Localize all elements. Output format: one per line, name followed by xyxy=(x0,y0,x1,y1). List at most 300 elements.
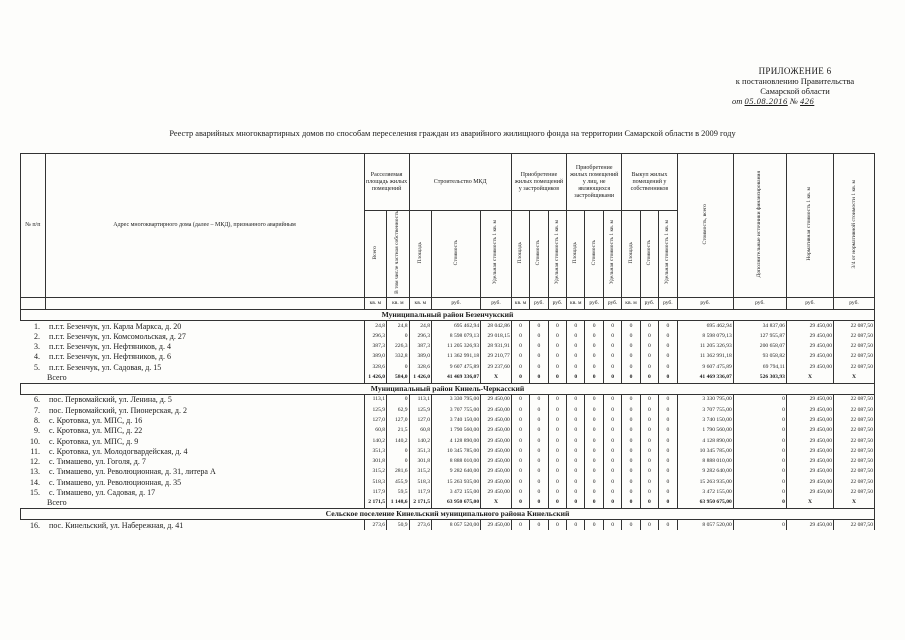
row-value: 11 362 991,18 xyxy=(677,352,733,362)
row-value: 10 345 785,00 xyxy=(677,446,733,456)
total-value: 0 xyxy=(511,498,529,509)
row-value: 29 450,00 xyxy=(481,487,512,497)
table-row xyxy=(21,519,875,530)
units-row xyxy=(21,297,875,309)
row-value: 0 xyxy=(530,405,548,415)
row-value: 0 xyxy=(659,352,677,362)
row-value: 22 087,50 xyxy=(834,477,875,487)
total-label: Всего xyxy=(47,498,67,508)
col-area-total: Всего xyxy=(364,211,386,298)
appendix-block xyxy=(700,66,890,106)
total-value: 0 xyxy=(659,498,677,509)
col-build-unit: Удельная стоимость 1 кв. м xyxy=(481,211,512,298)
row-number: 5. xyxy=(34,362,41,372)
row-value: 22 087,50 xyxy=(834,405,875,415)
row-address: п.г.т. Безенчук, ул. Нефтяников, д. 6 xyxy=(49,352,171,362)
row-value: 29 450,00 xyxy=(786,352,833,362)
unit-cell: руб. xyxy=(548,297,566,309)
row-number: 6. xyxy=(34,395,41,405)
group-developers-header: Приобретение жилых помещений у застройщиков xyxy=(511,154,566,211)
row-address: с. Кротовка, ул. МПС, д. 16 xyxy=(49,415,143,425)
row-value: 0 xyxy=(567,415,585,425)
row-number: 15. xyxy=(30,488,41,497)
row-value: 0 xyxy=(530,487,548,497)
total-value: X xyxy=(481,372,512,383)
row-value: 22 087,50 xyxy=(834,467,875,477)
row-value: 0 xyxy=(622,487,640,497)
row-value: 0 xyxy=(585,362,603,372)
table-row xyxy=(21,436,875,446)
row-value: 0 xyxy=(585,342,603,352)
row-value: 4 128 890,00 xyxy=(432,436,481,446)
row-value: 0 xyxy=(530,352,548,362)
row-value: 29 450,00 xyxy=(481,519,512,530)
row-value: 0 xyxy=(603,331,621,341)
total-value: 0 xyxy=(567,372,585,383)
row-value: 332,8 xyxy=(387,352,410,362)
row-value: 0 xyxy=(511,467,529,477)
row-value: 0 xyxy=(659,467,677,477)
row-value: 0 xyxy=(659,446,677,456)
row-value: 0 xyxy=(733,405,786,415)
unit-cell: руб. xyxy=(733,297,786,309)
row-value: 0 xyxy=(585,405,603,415)
row-value: 0 xyxy=(659,331,677,341)
row-value: 0 xyxy=(585,394,603,405)
section-title: Сельское поселение Кинельский муниципального района Кинельский xyxy=(21,508,875,519)
row-value: 4 128 890,00 xyxy=(677,436,733,446)
row-value: 0 xyxy=(567,436,585,446)
col-buyout-cost: Стоимость xyxy=(640,211,658,298)
row-value: 0 xyxy=(511,352,529,362)
row-value: 0 xyxy=(548,436,566,446)
row-value: 296,3 xyxy=(364,331,386,341)
appendix-line-2: Самарской области xyxy=(760,86,830,96)
row-value: 0 xyxy=(585,331,603,341)
total-value: 1 148,6 xyxy=(387,498,410,509)
row-number: 8. xyxy=(34,415,41,425)
row-value: 0 xyxy=(733,426,786,436)
row-value: 22 087,50 xyxy=(834,446,875,456)
appendix-date-line xyxy=(700,96,890,106)
row-value: 0 xyxy=(659,394,677,405)
handwritten-number: 426 xyxy=(800,96,815,106)
row-value: 8 057 520,00 xyxy=(677,519,733,530)
unit-cell: руб. xyxy=(659,297,677,309)
row-value: 0 xyxy=(640,342,658,352)
row-value: 0 xyxy=(640,487,658,497)
row-value: 22 087,50 xyxy=(834,519,875,530)
row-value: 29 237,60 xyxy=(481,362,512,372)
total-value: 0 xyxy=(622,498,640,509)
row-address: п.г.т. Безенчук, ул. Садовая, д. 15 xyxy=(49,362,162,372)
row-value: 3 707 755,00 xyxy=(432,405,481,415)
row-value: 140,2 xyxy=(364,436,386,446)
row-value: 22 087,50 xyxy=(834,487,875,497)
row-value: 0 xyxy=(548,331,566,341)
row-value: 62,9 xyxy=(387,405,410,415)
row-value: 125,9 xyxy=(364,405,386,415)
row-value: 0 xyxy=(530,331,548,341)
row-number: 4. xyxy=(34,352,41,362)
col-buyout-unit: Удельная стоимость 1 кв. м xyxy=(659,211,677,298)
row-value: 273,6 xyxy=(409,519,431,530)
unit-cell: руб. xyxy=(603,297,621,309)
row-value: 0 xyxy=(622,352,640,362)
row-value: 0 xyxy=(622,320,640,331)
row-value: 0 xyxy=(659,436,677,446)
row-value: 29 450,00 xyxy=(481,456,512,466)
row-value: 0 xyxy=(567,456,585,466)
row-value: 328,6 xyxy=(364,362,386,372)
unit-cell: руб. xyxy=(786,297,833,309)
row-value: 113,1 xyxy=(409,394,431,405)
table-row xyxy=(21,477,875,487)
row-value: 0 xyxy=(640,477,658,487)
col-address-header: Адрес многоквартирного дома (далее – МКД), признанного аварийным xyxy=(45,154,364,298)
row-value: 518,3 xyxy=(364,477,386,487)
row-value: 125,9 xyxy=(409,405,431,415)
row-value: 29 450,00 xyxy=(786,362,833,372)
row-address: с. Тимашево, ул. Революционная, д. 35 xyxy=(49,477,182,487)
row-value: 0 xyxy=(603,394,621,405)
row-value: 0 xyxy=(659,519,677,530)
row-value: 0 xyxy=(640,394,658,405)
table-row xyxy=(21,331,875,341)
row-value: 0 xyxy=(733,436,786,446)
date-prefix: от xyxy=(732,96,743,106)
row-value: 389,0 xyxy=(364,352,386,362)
row-value: 0 xyxy=(659,320,677,331)
row-value: 0 xyxy=(640,331,658,341)
total-value: 0 xyxy=(511,372,529,383)
row-value: 0 xyxy=(548,405,566,415)
total-value: 0 xyxy=(530,498,548,509)
row-value: 3 330 795,00 xyxy=(432,394,481,405)
row-value: 0 xyxy=(530,426,548,436)
row-value: 60,8 xyxy=(364,426,386,436)
section-title: Муниципальный район Безенчукский xyxy=(21,309,875,320)
row-address: с. Тимашево, ул. Гоголя, д. 7 xyxy=(49,457,146,467)
row-value: 8 057 520,00 xyxy=(432,519,481,530)
row-value: 127,0 xyxy=(409,415,431,425)
total-value: 41 469 336,07 xyxy=(677,372,733,383)
row-number: 7. xyxy=(34,405,41,415)
row-value: 140,2 xyxy=(387,436,410,446)
registry-body xyxy=(21,309,875,530)
row-value: 29 450,00 xyxy=(481,394,512,405)
row-value: 0 xyxy=(511,362,529,372)
row-value: 0 xyxy=(530,415,548,425)
row-value: 0 xyxy=(640,352,658,362)
row-value: 0 xyxy=(585,415,603,425)
row-value: 29 450,00 xyxy=(786,405,833,415)
total-row xyxy=(21,372,875,383)
row-value: 0 xyxy=(548,477,566,487)
section-row xyxy=(21,309,875,320)
row-value: 29 450,00 xyxy=(786,394,833,405)
col-area-private: В том числе частная собственность xyxy=(387,211,410,298)
row-value: 0 xyxy=(603,342,621,352)
unit-cell: кв. м xyxy=(387,297,410,309)
row-value: 3 740 150,00 xyxy=(432,415,481,425)
total-value: 2 171,5 xyxy=(364,498,386,509)
row-value: 0 xyxy=(548,415,566,425)
row-value: 0 xyxy=(640,467,658,477)
row-value: 22 087,50 xyxy=(834,331,875,341)
total-value: 63 950 675,00 xyxy=(677,498,733,509)
row-value: 0 xyxy=(622,405,640,415)
row-value: 29 450,00 xyxy=(481,415,512,425)
row-value: 29 450,00 xyxy=(786,456,833,466)
total-value: 41 469 336,07 xyxy=(432,372,481,383)
row-value: 60,8 xyxy=(409,426,431,436)
total-value: 0 xyxy=(585,372,603,383)
col-total-cost-header: Стоимость, всего xyxy=(677,154,733,298)
row-value: 0 xyxy=(640,436,658,446)
row-value: 117,9 xyxy=(409,487,431,497)
row-value: 0 xyxy=(567,352,585,362)
total-value: X xyxy=(786,498,833,509)
row-number: 16. xyxy=(30,520,41,530)
row-value: 29 450,00 xyxy=(481,426,512,436)
row-value: 0 xyxy=(585,320,603,331)
row-value: 29 450,00 xyxy=(481,405,512,415)
row-value: 22 087,50 xyxy=(834,456,875,466)
row-value: 389,0 xyxy=(409,352,431,362)
row-value: 0 xyxy=(603,436,621,446)
row-value: 8 598 079,13 xyxy=(432,331,481,341)
row-address: пос. Первомайский, ул. Ленина, д. 5 xyxy=(49,395,172,405)
col-dev-unit: Удельная стоимость 1 кв. м xyxy=(548,211,566,298)
section-row xyxy=(21,508,875,519)
row-value: 0 xyxy=(530,467,548,477)
row-value: 0 xyxy=(622,446,640,456)
section-title: Муниципальный район Кинель-Черкасский xyxy=(21,383,875,394)
row-value: 0 xyxy=(733,415,786,425)
row-value: 22 087,50 xyxy=(834,342,875,352)
table-row xyxy=(21,456,875,466)
number-prefix: № xyxy=(789,96,798,106)
col-number-header: № п/п xyxy=(21,154,46,298)
group-persons-header: Приобретение жилых помещений у лиц, не являющихся застройщиками xyxy=(567,154,622,211)
row-value: 3 472 155,00 xyxy=(677,487,733,497)
row-value: 0 xyxy=(567,487,585,497)
row-value: 0 xyxy=(511,405,529,415)
col-build-cost: Стоимость xyxy=(432,211,481,298)
row-value: 0 xyxy=(640,456,658,466)
row-value: 0 xyxy=(622,394,640,405)
row-value: 0 xyxy=(622,456,640,466)
row-value: 127,0 xyxy=(364,415,386,425)
row-value: 59,5 xyxy=(387,487,410,497)
row-value: 0 xyxy=(548,394,566,405)
row-value: 22 087,50 xyxy=(834,436,875,446)
row-value: 0 xyxy=(530,362,548,372)
row-value: 0 xyxy=(603,415,621,425)
row-value: 0 xyxy=(603,477,621,487)
row-value: 0 xyxy=(640,362,658,372)
row-value: 328,6 xyxy=(409,362,431,372)
row-value: 10 345 785,00 xyxy=(432,446,481,456)
row-value: 34 837,06 xyxy=(733,320,786,331)
row-value: 0 xyxy=(640,415,658,425)
row-value: 9 282 640,00 xyxy=(677,467,733,477)
row-value: 0 xyxy=(659,426,677,436)
row-value: 29 450,00 xyxy=(786,436,833,446)
row-value: 29 450,00 xyxy=(481,446,512,456)
col-persons-area: Площадь xyxy=(567,211,585,298)
row-value: 9 282 640,00 xyxy=(432,467,481,477)
row-value: 0 xyxy=(567,426,585,436)
row-value: 0 xyxy=(548,519,566,530)
row-value: 0 xyxy=(659,487,677,497)
row-value: 113,1 xyxy=(364,394,386,405)
row-value: 22 087,50 xyxy=(834,320,875,331)
row-value: 0 xyxy=(585,436,603,446)
row-value: 0 xyxy=(622,426,640,436)
row-value: 8 888 010,00 xyxy=(432,456,481,466)
row-value: 0 xyxy=(511,342,529,352)
unit-cell: кв. м xyxy=(567,297,585,309)
col-buyout-area: Площадь xyxy=(622,211,640,298)
row-value: 29 450,00 xyxy=(786,477,833,487)
total-value: 1 426,0 xyxy=(409,372,431,383)
table-row xyxy=(21,320,875,331)
row-value: 0 xyxy=(640,446,658,456)
row-value: 0 xyxy=(567,362,585,372)
row-value: 0 xyxy=(733,487,786,497)
unit-cell: кв. м xyxy=(622,297,640,309)
row-value: 518,3 xyxy=(409,477,431,487)
row-value: 127 955,87 xyxy=(733,331,786,341)
row-value: 226,3 xyxy=(387,342,410,352)
col-extra-funding-header: Дополнительные источники финансирования xyxy=(733,154,786,298)
row-value: 0 xyxy=(387,446,410,456)
total-value: 0 xyxy=(733,498,786,509)
row-value: 1 790 560,00 xyxy=(432,426,481,436)
row-value: 0 xyxy=(387,331,410,341)
row-number: 13. xyxy=(30,467,41,477)
table-row xyxy=(21,487,875,497)
row-value: 0 xyxy=(622,415,640,425)
row-value: 0 xyxy=(548,487,566,497)
row-value: 29 018,15 xyxy=(481,331,512,341)
row-value: 117,9 xyxy=(364,487,386,497)
row-value: 0 xyxy=(659,477,677,487)
row-value: 0 xyxy=(530,477,548,487)
row-value: 0 xyxy=(511,331,529,341)
row-value: 29 450,00 xyxy=(786,426,833,436)
table-row xyxy=(21,342,875,352)
row-value: 0 xyxy=(622,436,640,446)
total-value: 0 xyxy=(585,498,603,509)
row-value: 0 xyxy=(548,342,566,352)
unit-cell: руб. xyxy=(640,297,658,309)
row-value: 11 362 991,18 xyxy=(432,352,481,362)
group-build-header: Строительство МКД xyxy=(409,154,511,211)
row-address: с. Тимашево, ул. Садовая, д. 17 xyxy=(49,488,156,497)
row-value: 0 xyxy=(603,456,621,466)
col-norm-34-header: 3/4 от нормативной стоимости 1 кв. м xyxy=(834,154,875,298)
row-value: 387,3 xyxy=(409,342,431,352)
row-value: 22 087,50 xyxy=(834,394,875,405)
row-value: 29 450,00 xyxy=(786,342,833,352)
col-persons-unit: Удельная стоимость 1 кв. м xyxy=(603,211,621,298)
unit-cell: руб. xyxy=(432,297,481,309)
group-area-header: Расселяемая площадь жилых помещений xyxy=(364,154,409,211)
row-value: 93 058,82 xyxy=(733,352,786,362)
row-value: 273,6 xyxy=(364,519,386,530)
table-row xyxy=(21,405,875,415)
row-value: 695 462,94 xyxy=(677,320,733,331)
row-value: 69 794,11 xyxy=(733,362,786,372)
row-value: 0 xyxy=(548,320,566,331)
row-value: 0 xyxy=(585,477,603,487)
row-number: 10. xyxy=(30,436,41,446)
row-value: 0 xyxy=(659,456,677,466)
total-value: X xyxy=(834,372,875,383)
total-value: 0 xyxy=(548,498,566,509)
row-value: 315,2 xyxy=(409,467,431,477)
row-value: 8 888 010,00 xyxy=(677,456,733,466)
row-value: 0 xyxy=(567,320,585,331)
total-value: 0 xyxy=(622,372,640,383)
total-value: 584,0 xyxy=(387,372,410,383)
row-value: 22 087,50 xyxy=(834,352,875,362)
row-value: 0 xyxy=(511,415,529,425)
row-value: 3 472 155,00 xyxy=(432,487,481,497)
row-value: 0 xyxy=(548,446,566,456)
row-value: 0 xyxy=(511,446,529,456)
col-dev-area: Площадь xyxy=(511,211,529,298)
table-row xyxy=(21,352,875,362)
row-value: 0 xyxy=(387,456,410,466)
total-row xyxy=(21,498,875,509)
row-value: 455,9 xyxy=(387,477,410,487)
row-address: с. Кротовка, ул. Молодогвардейская, д. 4 xyxy=(49,446,188,456)
row-value: 0 xyxy=(548,467,566,477)
row-value: 0 xyxy=(567,331,585,341)
unit-cell: кв. м xyxy=(364,297,386,309)
row-value: 29 450,00 xyxy=(786,415,833,425)
row-value: 301,8 xyxy=(409,456,431,466)
total-value: 0 xyxy=(603,498,621,509)
row-value: 0 xyxy=(640,405,658,415)
total-value: 63 950 675,00 xyxy=(432,498,481,509)
row-value: 29 450,00 xyxy=(786,487,833,497)
col-dev-cost: Стоимость xyxy=(530,211,548,298)
row-value: 0 xyxy=(603,426,621,436)
row-value: 0 xyxy=(733,519,786,530)
row-value: 315,2 xyxy=(364,467,386,477)
row-value: 127,0 xyxy=(387,415,410,425)
unit-cell: руб. xyxy=(481,297,512,309)
row-value: 11 205 326,93 xyxy=(677,342,733,352)
row-value: 50,9 xyxy=(387,519,410,530)
row-value: 9 607 475,89 xyxy=(677,362,733,372)
col-norm-cost-header: Нормативная стоимость 1 кв. м xyxy=(786,154,833,298)
row-value: 351,3 xyxy=(364,446,386,456)
unit-cell: руб. xyxy=(677,297,733,309)
row-value: 0 xyxy=(530,436,548,446)
unit-cell: руб. xyxy=(834,297,875,309)
row-address: пос. Кинельский, ул. Набережная, д. 41 xyxy=(49,520,184,530)
row-value: 0 xyxy=(548,456,566,466)
row-value: 0 xyxy=(622,519,640,530)
row-number: 12. xyxy=(30,457,41,467)
row-value: 0 xyxy=(585,456,603,466)
